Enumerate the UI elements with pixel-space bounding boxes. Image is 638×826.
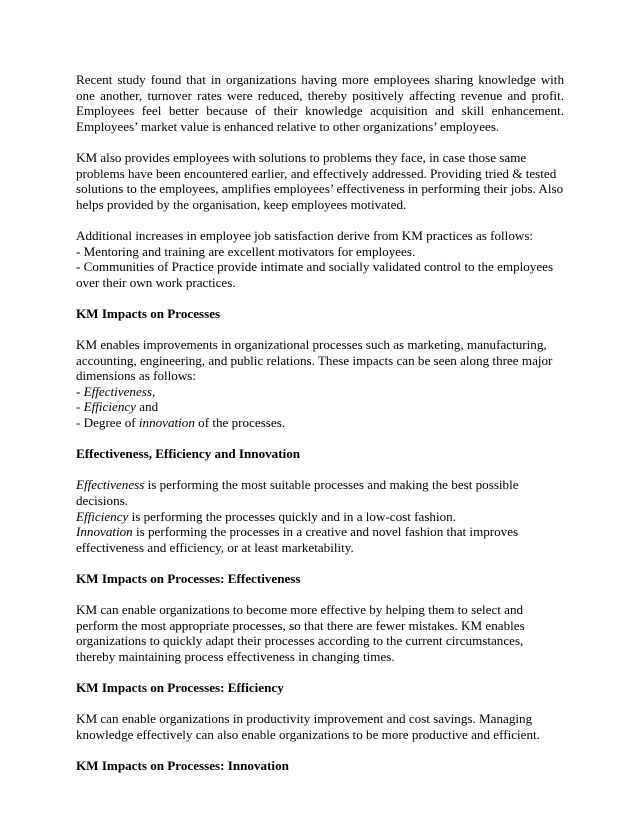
paragraph-efficiency: KM can enable organizations in productivity improvement and cost savings. Managing knowledge effectively can also enable organizations to be more productive and efficient. [76, 711, 540, 742]
process-improvements-intro: KM enables improvements in organizational processes such as marketing, manufacturing, accounting, engineering, and public relations. These impacts can be seen along three major dimensions as follows: [76, 337, 553, 384]
heading-impacts-efficiency: KM Impacts on Processes: Efficiency [76, 680, 284, 696]
definition-efficiency: Efficiency is performing the processes quickly and in a low-cost fashion. [76, 508, 456, 524]
dimension-efficiency: - Efficiency and [76, 399, 159, 415]
list-item-communities: - Communities of Practice provide intimate and socially validated control to the employees over their own work practices. [76, 259, 554, 290]
paragraph-process-improvements [76, 337, 564, 431]
dimension-innovation: - Degree of innovation of the processes. [76, 415, 286, 431]
paragraph-knowledge-sharing: Recent study found that in organizations having more employees sharing knowledge with one another, turnover rates were reduced, thereby positively affecting revenue and profit. Employees feel better because of their knowledge acquisition and skill enhancement. Employees’ market value is enhanced relative to other organizations’ employees. [76, 72, 564, 134]
heading-effectiveness-efficiency-innovation: Effectiveness, Efficiency and Innovation [76, 446, 301, 462]
list-item-mentoring: - Mentoring and training are excellent motivators for employees. [76, 243, 416, 259]
paragraph-job-satisfaction [76, 228, 564, 290]
paragraph-km-solutions: KM also provides employees with solutions to problems they face, in case those same problems have been encountered earlier, and effectively addressed. Providing tried & tested solutions to the employees, amplifies employees’ effectiveness in performing their jobs. Also helps provided by the organisation, keep employees motivated. [76, 149, 564, 212]
heading-km-impacts-processes: KM Impacts on Processes [76, 305, 221, 321]
definition-innovation: Innovation is performing the processes in a creative and novel fashion that improves effectiveness and efficiency, or at least marketability. [76, 524, 519, 555]
job-satisfaction-intro: Additional increases in employee job satisfaction derive from KM practices as follows: [76, 227, 534, 243]
heading-impacts-effectiveness: KM Impacts on Processes: Effectiveness [76, 571, 301, 586]
definition-effectiveness: Effectiveness is performing the most suitable processes and making the best possible decisions. [76, 477, 519, 509]
heading-impacts-innovation: KM Impacts on Processes: Innovation [76, 758, 289, 774]
paragraph-effectiveness: KM can enable organizations to become more effective by helping them to select and perform the most appropriate processes, so that there are fewer mistakes. KM enables organizations to quickly adapt their processes according to the current circumstances, thereby maintaining process effectiveness in changing times. [76, 602, 525, 664]
dimension-effectiveness: - Effectiveness, [76, 383, 156, 399]
document-page [76, 72, 564, 789]
paragraph-definitions [76, 477, 564, 555]
